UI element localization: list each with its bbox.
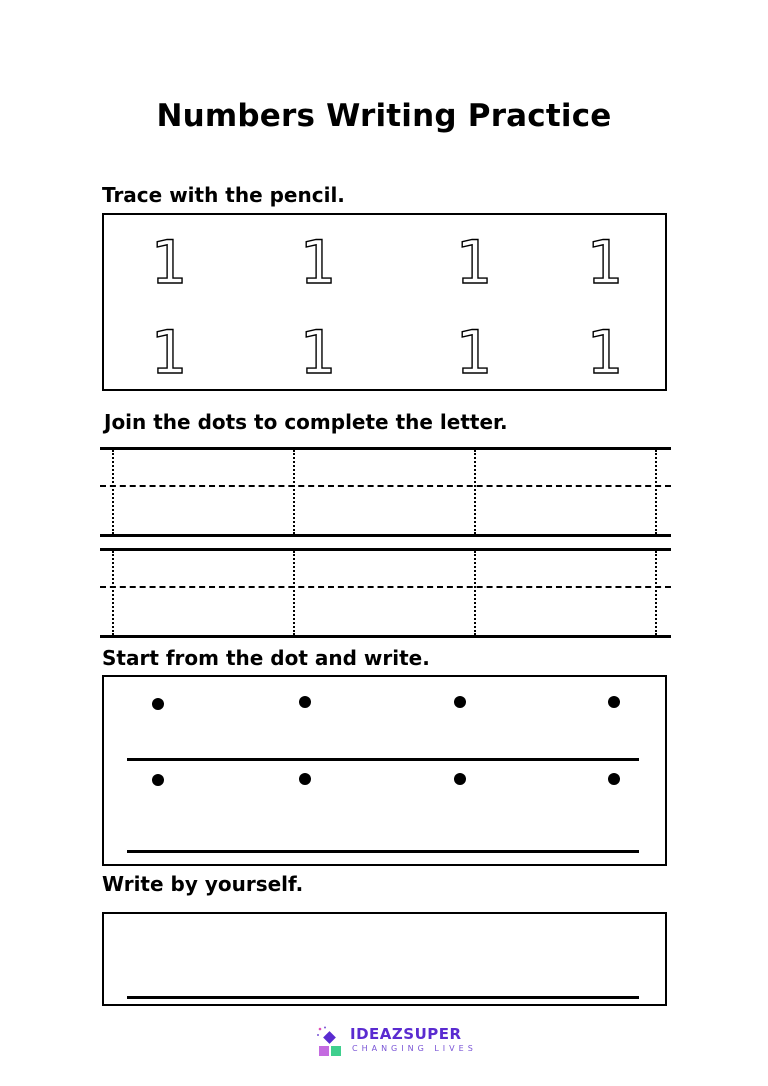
start-dot [299,773,311,785]
dotted-divider [293,551,295,635]
top-line [100,548,671,551]
base-line [100,635,671,638]
join-dots-instruction: Join the dots to complete the letter. [104,410,508,434]
trace-instruction: Trace with the pencil. [102,183,345,207]
write-yourself-instruction: Write by yourself. [102,872,304,896]
start-dot-box [102,675,667,866]
write-yourself-box [102,912,667,1006]
writing-line [127,996,639,999]
page-title: Numbers Writing Practice [156,98,612,134]
logo-tagline: CHANGING LIVES [352,1044,477,1053]
mid-dashed-line [100,485,671,487]
logo-name: IDEAZSUPER [350,1025,462,1043]
top-line [100,447,671,450]
dotted-divider [655,551,657,635]
trace-digit: 1 [298,228,336,298]
trace-digit: 1 [298,318,336,388]
logo-mark-icon [316,1026,350,1058]
brand-logo [316,1024,476,1058]
trace-digit: 1 [149,228,187,298]
dotted-divider [474,551,476,635]
writing-line [127,850,639,853]
trace-digit: 1 [454,228,492,298]
base-line [100,534,671,537]
start-dot [608,696,620,708]
mid-dashed-line [100,586,671,588]
dotted-divider [655,450,657,534]
trace-box [102,213,667,391]
start-dot [152,698,164,710]
dotted-divider [112,551,114,635]
start-dot [608,773,620,785]
start-dot [454,773,466,785]
trace-digit: 1 [454,318,492,388]
trace-digit: 1 [585,228,623,298]
dotted-divider [293,450,295,534]
start-dot [454,696,466,708]
start-dot [152,774,164,786]
dotted-divider [112,450,114,534]
start-dot-instruction: Start from the dot and write. [102,646,430,670]
dotted-divider [474,450,476,534]
writing-line [127,758,639,761]
trace-digit: 1 [149,318,187,388]
start-dot [299,696,311,708]
trace-digit: 1 [585,318,623,388]
